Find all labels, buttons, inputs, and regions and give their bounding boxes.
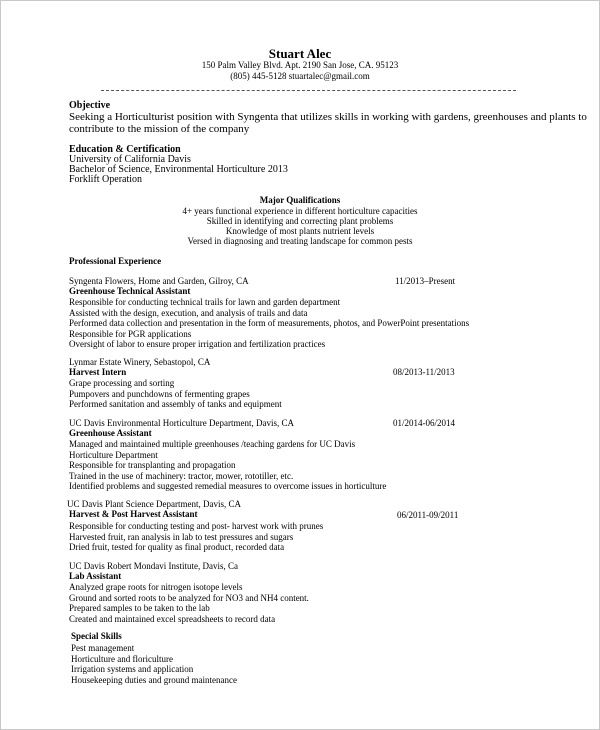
education-line: Bachelor of Science, Environmental Horticulture 2013 — [69, 164, 288, 175]
duty-item: Prepared samples to be taken to the lab — [69, 603, 210, 613]
duty-item: Responsible for conducting testing and post- harvest work with prunes — [69, 521, 324, 531]
objective-line-2: contribute to the mission of the company — [69, 123, 250, 135]
education-line: Forklift Operation — [69, 174, 143, 185]
resume-contact: (805) 445-5128 stuartalec@gmail.com — [230, 71, 370, 81]
duty-item: Ground and sorted roots to be analyzed for NO3 and NH4 content. — [69, 592, 309, 603]
objective-line-1: Seeking a Horticulturist position with Syngenta that utilizes skills in working with gardens, greenhouses and plants to — [69, 111, 587, 123]
objective-heading: Objective — [69, 100, 111, 111]
education-line: University of California Davis — [69, 154, 191, 165]
duty-item: Dried fruit, tested for quality as final product, recorded data — [69, 542, 285, 552]
qualification-item: Skilled in identifying and correcting plant problems — [206, 216, 394, 226]
header-divider — [101, 90, 516, 91]
job-title: Lab Assistant — [69, 571, 122, 581]
duty-item: Pumpovers and punchdowns of fermenting grapes — [69, 388, 250, 399]
job-title: Harvest Intern — [69, 367, 127, 377]
job-duties — [69, 582, 309, 624]
qualifications-heading: Major Qualifications — [259, 195, 341, 205]
duty-item: Performed sanitation and assembly of tanks and equipment — [69, 399, 282, 409]
duty-item: Responsible for transplanting and propagation — [69, 460, 236, 470]
duty-item: Identified problems and suggested remedial measures to overcome issues in horticulture — [69, 481, 387, 491]
job-duties — [69, 297, 469, 350]
duty-item: Performed data collection and presentation in the form of measurements, photos, and PowerPoint presentations — [69, 318, 470, 328]
job-title: Greenhouse Assistant — [69, 428, 152, 438]
skills-list — [71, 643, 237, 685]
duty-item: Assisted with the design, execution, and analysis of trails and data — [69, 307, 308, 318]
job-duties — [69, 521, 323, 553]
job-employer: UC Davis Environmental Horticulture Department, Davis, CA — [69, 418, 294, 428]
duty-item: Oversight of labor to ensure proper irrigation and fertilization practices — [69, 339, 326, 349]
qualification-item: Versed in diagnosing and treating landscape for common pests — [187, 236, 413, 246]
duty-item: Created and maintained excel spreadsheets to record data — [69, 613, 276, 624]
job-title: Harvest & Post Harvest Assistant — [69, 509, 198, 519]
skill-item: Pest management — [71, 643, 135, 653]
resume-address: 150 Palm Valley Blvd. Apt. 2190 San Jose, CA. 95123 — [201, 60, 399, 70]
duty-item: Horticulture Department — [69, 449, 158, 460]
qualification-item: Knowledge of most plants nutrient levels — [225, 226, 375, 236]
duty-item: Analyzed grape roots for nitrogen isotope levels — [69, 582, 243, 592]
duty-item: Responsible for conducting technical trails for lawn and garden department — [69, 297, 341, 307]
job-employer: Syngenta Flowers, Home and Garden, Gilroy, CA — [69, 276, 249, 286]
duty-item: Harvested fruit, ran analysis in lab to test pressures and sugars — [69, 531, 294, 542]
job-duties — [69, 439, 386, 492]
education-heading: Education & Certification — [69, 144, 181, 155]
education-list — [69, 155, 288, 185]
resume-name: Stuart Alec — [268, 46, 332, 61]
job-employer: UC Davis Robert Mondavi Institute, Davis, Ca — [69, 561, 238, 571]
job-title: Greenhouse Technical Assistant — [69, 286, 191, 296]
skill-item: Irrigation systems and application — [71, 664, 194, 674]
job-dates: 11/2013–Present — [395, 276, 456, 286]
experience-heading: Professional Experience — [69, 256, 162, 266]
job-employer: UC Davis Plant Science Department, Davis, CA — [67, 499, 241, 509]
job-duties — [69, 378, 282, 410]
job-dates: 06/2011-09/2011 — [397, 510, 459, 520]
job-employer: Lynmar Estate Winery, Sebastopol, CA — [69, 357, 211, 367]
qualification-item: 4+ years functional experience in different horticulture capacities — [182, 206, 418, 216]
skills-heading: Special Skills — [71, 631, 122, 641]
duty-item: Responsible for PGR applications — [69, 328, 192, 339]
job-dates: 01/2014-06/2014 — [393, 418, 455, 428]
duty-item: Trained in the use of machinery: tractor, mower, rototiller, etc. — [69, 470, 294, 481]
duty-item: Grape processing and sorting — [69, 378, 175, 388]
duty-item: Managed and maintained multiple greenhouses /teaching gardens for UC Davis — [69, 439, 356, 449]
job-dates: 08/2013-11/2013 — [393, 367, 455, 377]
skill-item: Housekeeping duties and ground maintenance — [71, 674, 237, 685]
skill-item: Horticulture and floriculture — [71, 653, 173, 664]
